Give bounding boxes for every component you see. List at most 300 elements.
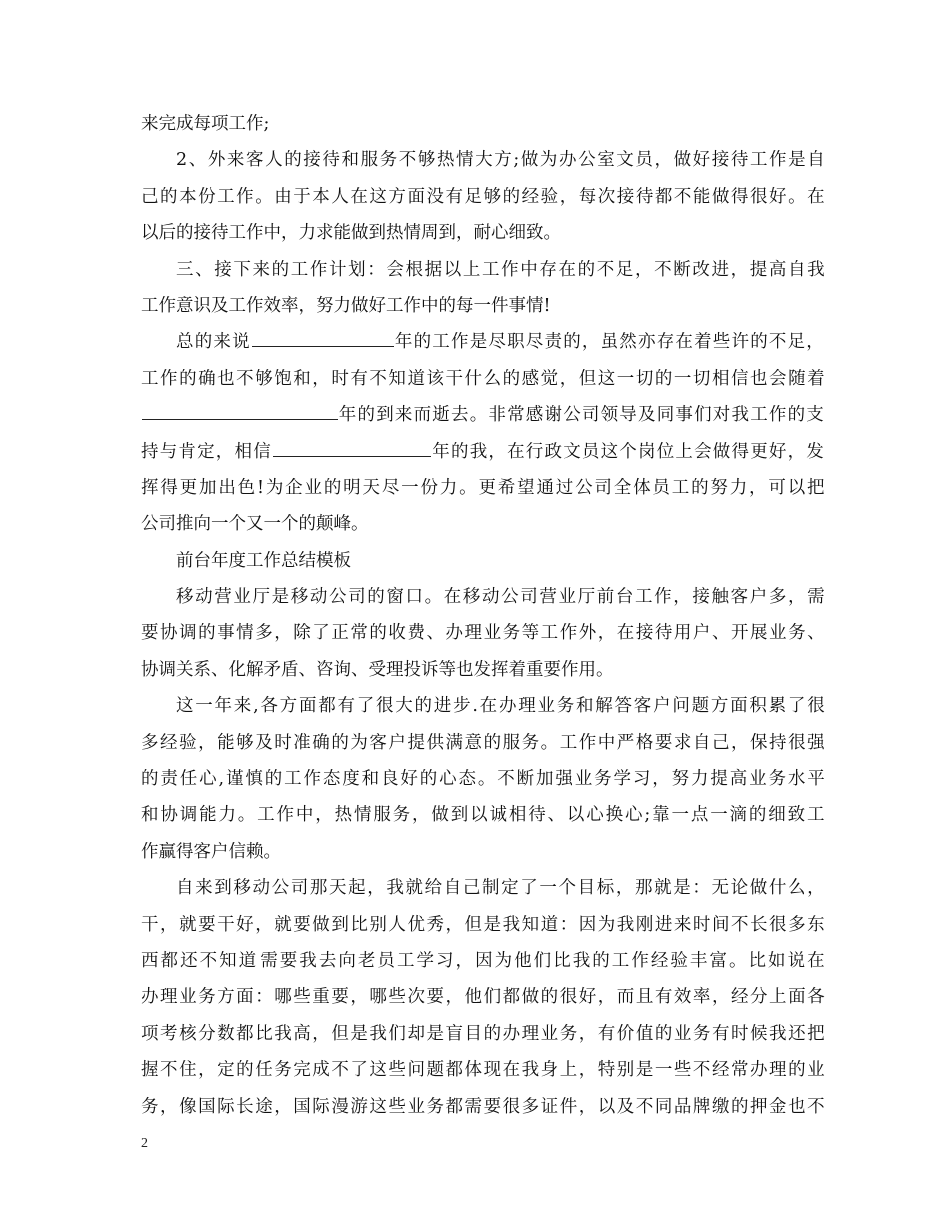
text-char: 那 [309, 878, 328, 899]
text-char: 就 [274, 914, 292, 935]
text-char: 调 [179, 805, 198, 826]
text-char: 工 [806, 805, 825, 826]
text-char: 有 [597, 1023, 616, 1044]
text-char: 们 [483, 987, 502, 1008]
text-char: 份 [198, 186, 216, 207]
text-char: 盲 [445, 1023, 463, 1044]
text-char: 不 [807, 1096, 825, 1117]
text-char: ， [635, 259, 653, 280]
text-char: 不 [673, 186, 692, 207]
text-char: 理 [769, 1060, 787, 1081]
text-char: 的 [179, 368, 197, 389]
text-char: 常 [730, 1060, 749, 1081]
text-char: 标 [596, 878, 615, 899]
text-char: 营 [539, 587, 557, 608]
text-char: 多 [521, 1096, 540, 1117]
text-char: 的 [284, 150, 302, 171]
text-char: 工 [635, 587, 653, 608]
text-char: 问 [407, 1060, 425, 1081]
text-line [141, 397, 825, 433]
text-char: 加 [198, 477, 217, 498]
text-char: 们 [533, 950, 552, 971]
text-char: 、 [426, 623, 444, 644]
text-char: 为 [539, 150, 558, 171]
text-char: ; [513, 150, 520, 171]
text-char: 这 [369, 186, 387, 207]
text-char: 务 [274, 1060, 292, 1081]
text-char: 把 [807, 477, 825, 498]
text-char: 的 [502, 186, 521, 207]
text-char: 都 [236, 1023, 254, 1044]
text-line [141, 725, 825, 761]
text-char: 业 [673, 1023, 692, 1044]
text-char: 计 [329, 259, 347, 280]
text-char: 办 [445, 623, 463, 644]
text-char: 起 [348, 878, 366, 899]
text-char: 业 [233, 587, 251, 608]
text-char: 能 [692, 186, 711, 207]
text-char: 我 [616, 914, 635, 935]
text-char: 动 [482, 587, 500, 608]
text-char: 。 [540, 732, 559, 753]
text-char: ， [315, 805, 333, 826]
text-line [141, 907, 825, 943]
text-char: 待 [730, 150, 749, 171]
text-char: 完 [293, 1060, 311, 1081]
text-char: 力 [439, 477, 458, 498]
text-char: 保 [750, 732, 768, 753]
text-char: 没 [426, 186, 444, 207]
text-char: 体 [464, 1060, 483, 1081]
text-line [141, 470, 825, 506]
text-char: 户 [692, 623, 711, 644]
text-char: 要 [141, 623, 159, 644]
text-char: 滴 [729, 805, 748, 826]
text-char: 要 [483, 1096, 502, 1117]
text-char: 是 [426, 1023, 444, 1044]
text-char: 经 [711, 1060, 730, 1081]
text-char: 的 [483, 732, 502, 753]
text-char: 务 [788, 623, 806, 644]
text-char: ， [730, 732, 749, 753]
text-char: 不 [236, 368, 254, 389]
text-char: 的 [577, 259, 596, 280]
text-char: 好 [769, 186, 787, 207]
text-char: 次 [597, 186, 616, 207]
text-char: 但 [464, 914, 483, 935]
text-char: 得 [160, 477, 178, 498]
text-char: 人 [331, 186, 349, 207]
text-char: 待 [654, 623, 673, 644]
text-char: 哪 [274, 987, 292, 1008]
text-char: 来 [233, 696, 252, 717]
text-char: 都 [318, 696, 336, 717]
text-char: 移 [290, 587, 309, 608]
text-char: 平 [807, 769, 825, 790]
text-char: 确 [312, 732, 330, 753]
text-char: 定 [501, 878, 519, 899]
text-char: 划 [348, 259, 366, 280]
text-char: 更 [179, 477, 198, 498]
text-char: 的 [730, 1096, 749, 1117]
text-char: 数 [217, 1023, 235, 1044]
text-char: ， [455, 950, 474, 971]
text-char: 了 [520, 878, 538, 899]
text-char: 他 [464, 987, 483, 1008]
text-char: 金 [769, 1096, 787, 1117]
text-line [141, 979, 825, 1015]
text-line [141, 1016, 825, 1052]
text-char: 长 [750, 914, 768, 935]
text-char: 的 [654, 1023, 673, 1044]
text-char: 别 [616, 1060, 635, 1081]
text-char: ， [615, 878, 634, 899]
text-char: 业 [407, 1096, 425, 1117]
text-char: ， [312, 368, 330, 389]
text-char: 一 [654, 1060, 673, 1081]
text-char: 希 [497, 477, 516, 498]
text-char: 信 [730, 368, 749, 389]
text-char: ， [198, 1060, 216, 1081]
text-char: 2 [176, 150, 188, 171]
text-char: ， [578, 1023, 597, 1044]
text-char: 诚 [489, 805, 507, 826]
text-char: 触 [711, 587, 729, 608]
text-char: 学 [613, 769, 631, 790]
text-char: 特 [597, 1060, 616, 1081]
line-text-after-blank: 年的到来而逝去。非常感谢公司领导及同事们对我工作的支 [338, 405, 825, 426]
text-char: 我 [369, 1023, 387, 1044]
text-char: 满 [445, 732, 463, 753]
text-char: 及 [255, 732, 273, 753]
text-char: 提 [407, 732, 425, 753]
text-char: 住 [179, 1060, 197, 1081]
text-char: 这 [369, 1060, 387, 1081]
text-char: 客 [633, 696, 652, 717]
text-char: 上 [559, 1060, 578, 1081]
text-char: 不 [369, 368, 387, 389]
text-char: 面 [788, 987, 806, 1008]
text-char: ， [578, 1060, 597, 1081]
text-char: 作 [654, 587, 672, 608]
text-char: 随 [788, 368, 806, 389]
text-char: 知 [521, 914, 540, 935]
text-char: 的 [264, 769, 283, 790]
text-char: 很 [807, 696, 825, 717]
text-char: 不 [398, 150, 417, 171]
text-char: 要 [293, 914, 311, 935]
text-char: 解 [595, 696, 613, 717]
text-char: 望 [517, 477, 535, 498]
text-char: 进 [654, 914, 673, 935]
text-char: 缴 [711, 1096, 730, 1117]
text-char: 分 [750, 987, 768, 1008]
text-char: 件 [559, 1096, 578, 1117]
text-char: 理 [160, 987, 178, 1008]
text-char: 供 [426, 732, 444, 753]
text-char: 且 [635, 987, 654, 1008]
text-char: 什 [464, 368, 483, 389]
text-char: 办 [502, 1023, 521, 1044]
text-char: 、 [711, 623, 730, 644]
text-char: 各 [807, 987, 825, 1008]
text-char: 目 [464, 1023, 483, 1044]
text-char: 和 [361, 769, 380, 790]
text-char: 就 [654, 878, 672, 899]
text-char: 好 [236, 914, 254, 935]
text-char: 验 [670, 950, 688, 971]
text-char: 接 [635, 623, 654, 644]
text-char: 分 [198, 1023, 216, 1044]
text-char: 够 [483, 186, 502, 207]
text-char: 不 [199, 950, 218, 971]
text-char: 情 [353, 805, 372, 826]
text-char: 都 [502, 987, 521, 1008]
text-char: 做 [521, 987, 540, 1008]
text-char: 办 [141, 987, 159, 1008]
text-char: 丰 [689, 950, 708, 971]
text-char: 接 [711, 150, 730, 171]
text-char: 良 [380, 769, 399, 790]
text-char: 的 [788, 1060, 806, 1081]
text-char: 户 [653, 696, 671, 717]
text-char: 工 [559, 732, 578, 753]
text-char: ， [654, 150, 672, 171]
text-char: 我 [299, 950, 317, 971]
text-char: ， [597, 623, 616, 644]
line-text: 前台年度工作总结模板 [176, 550, 351, 571]
text-char: ， [198, 732, 216, 753]
text-char: 本 [312, 186, 330, 207]
text-char: 能 [217, 732, 235, 753]
text-char: 细 [768, 805, 786, 826]
text-char: 他 [514, 950, 532, 971]
text-char: 是 [635, 1060, 654, 1081]
text-char: 别 [369, 914, 387, 935]
text-char: 在 [443, 587, 462, 608]
text-char: 些 [388, 1060, 406, 1081]
text-char: 司 [520, 587, 538, 608]
text-char: 一 [195, 696, 213, 717]
text-char: 什 [768, 878, 787, 899]
text-char: 业 [769, 623, 787, 644]
text-char: 那 [635, 878, 653, 899]
text-char: 外 [207, 150, 226, 171]
text-char: 据 [424, 259, 443, 280]
text-char: 了 [787, 696, 806, 717]
text-char: 面 [407, 186, 425, 207]
text-line [141, 252, 825, 288]
text-char: 我 [807, 259, 825, 280]
text-char: 多 [255, 623, 273, 644]
text-char: 就 [405, 878, 423, 899]
text-char: 也 [788, 1096, 806, 1117]
text-char: 司 [348, 587, 366, 608]
text-char: 提 [749, 259, 768, 280]
text-char: 押 [750, 1096, 768, 1117]
text-char: 工 [257, 805, 275, 826]
text-char: 作 [559, 623, 578, 644]
text-char: 员 [652, 477, 670, 498]
text-char: 一 [616, 368, 635, 389]
text-char: 公 [271, 878, 290, 899]
text-char: 全 [613, 477, 632, 498]
text-char: 会 [386, 259, 404, 280]
text-char: ： [692, 878, 710, 899]
text-char: 下 [233, 259, 251, 280]
text-char: 理 [464, 623, 483, 644]
text-char: 接 [303, 150, 321, 171]
text-line [141, 870, 825, 906]
text-char: 为 [350, 732, 368, 753]
text-char: 干 [445, 368, 463, 389]
text-char: 因 [578, 914, 597, 935]
text-char: 和 [341, 150, 359, 171]
text-char: ， [749, 477, 767, 498]
text-char: 的 [748, 805, 767, 826]
text-char: 严 [616, 732, 635, 753]
text-char: 用 [673, 623, 692, 644]
text-char: 积 [749, 696, 767, 717]
text-char: 有 [445, 186, 463, 207]
text-char: 靠 [652, 805, 670, 826]
text-char: 效 [673, 987, 692, 1008]
fill-in-blank [273, 434, 431, 457]
text-char: 致 [787, 805, 806, 826]
text-char: 也 [750, 368, 768, 389]
text-char: 都 [160, 950, 179, 971]
text-char: 去 [318, 950, 337, 971]
text-char: 务 [556, 696, 575, 717]
text-char: 经 [160, 732, 178, 753]
text-char: 这 [369, 1096, 387, 1117]
text-char: 要 [279, 950, 298, 971]
text-char: 是 [271, 587, 290, 608]
text-char: 这 [176, 696, 194, 717]
text-char: 通 [536, 477, 554, 498]
text-char: 验 [179, 732, 197, 753]
text-char: 作 [303, 769, 321, 790]
text-char: 服 [373, 805, 391, 826]
text-char: 公 [329, 587, 347, 608]
text-char: 天 [362, 477, 380, 498]
text-char: ， [445, 914, 463, 935]
text-char: 协 [160, 805, 178, 826]
text-char: 不 [497, 769, 515, 790]
text-char: 不 [331, 1060, 349, 1081]
text-char: 们 [388, 1023, 406, 1044]
text-char: 中 [520, 259, 538, 280]
text-char: 务 [559, 1023, 578, 1044]
text-char: 中 [295, 805, 314, 826]
text-char: 不 [160, 1060, 178, 1081]
text-char: 好 [400, 769, 418, 790]
text-char: 一 [671, 805, 689, 826]
text-char: 要 [331, 987, 349, 1008]
text-char: 却 [407, 1023, 425, 1044]
text-char: 在 [807, 950, 825, 971]
text-char: 来 [195, 878, 213, 899]
text-char: 但 [578, 368, 597, 389]
text-char: 企 [285, 477, 303, 498]
text-char: 客 [369, 732, 387, 753]
text-char: 务 [392, 805, 411, 826]
text-char: 足 [615, 259, 634, 280]
text-char: 、 [547, 805, 566, 826]
text-char: 能 [199, 805, 217, 826]
text-char: 持 [769, 732, 787, 753]
text-char: 方 [494, 150, 512, 171]
text-char: 考 [160, 1023, 178, 1044]
text-char: 收 [388, 623, 406, 644]
text-char: 强 [555, 769, 573, 790]
text-char: 的 [271, 259, 290, 280]
text-char: 自 [443, 878, 462, 899]
text-char: 工 [290, 259, 309, 280]
text-char: 东 [807, 914, 825, 935]
text-char: 切 [692, 368, 711, 389]
text-char: 为 [265, 477, 284, 498]
text-char: 很 [750, 186, 768, 207]
text-char: 价 [616, 1023, 635, 1044]
text-char: . [472, 696, 478, 717]
text-char: 情 [456, 150, 474, 171]
text-char: 成 [312, 1060, 330, 1081]
text-char: 国 [293, 1096, 311, 1117]
text-char: 、 [807, 623, 825, 644]
text-char: 移 [176, 587, 194, 608]
text-char: 提 [710, 769, 728, 790]
text-char: 务 [379, 150, 398, 171]
text-char: 作 [631, 950, 649, 971]
text-char: 的 [369, 623, 387, 644]
text-char: ， [274, 623, 292, 644]
text-char: ， [597, 987, 616, 1008]
text-char: 展 [750, 623, 768, 644]
text-char: 。 [477, 769, 496, 790]
text-char: 以 [443, 259, 462, 280]
text-char: 情 [236, 623, 254, 644]
text-char: ， [730, 259, 749, 280]
text-char: 的 [592, 950, 610, 971]
text-char: 本 [179, 186, 197, 207]
text-char: 还 [180, 950, 198, 971]
text-line [141, 324, 825, 360]
text-char: 干 [141, 914, 159, 935]
line-text: 来完成每项工作; [141, 114, 270, 134]
body-text [141, 106, 825, 1125]
text-char: 时 [730, 1023, 749, 1044]
text-char: 来 [226, 150, 245, 171]
text-char: ， [350, 987, 368, 1008]
text-char: 道 [407, 368, 425, 389]
text-char: 客 [730, 587, 749, 608]
text-char: 做 [431, 805, 449, 826]
text-char: 及 [616, 1096, 635, 1117]
text-char: 的 [367, 587, 385, 608]
text-char: 办 [559, 150, 577, 171]
text-char: 工 [749, 150, 768, 171]
text-char: 候 [750, 1023, 768, 1044]
text-char: 作 [769, 150, 787, 171]
text-char: 切 [635, 368, 654, 389]
text-char: 窗 [386, 587, 404, 608]
text-char: 步 [453, 696, 471, 717]
text-line [141, 579, 825, 615]
text-char: 的 [236, 1060, 254, 1081]
text-char: 力 [218, 805, 236, 826]
text-char: 际 [312, 1096, 330, 1117]
